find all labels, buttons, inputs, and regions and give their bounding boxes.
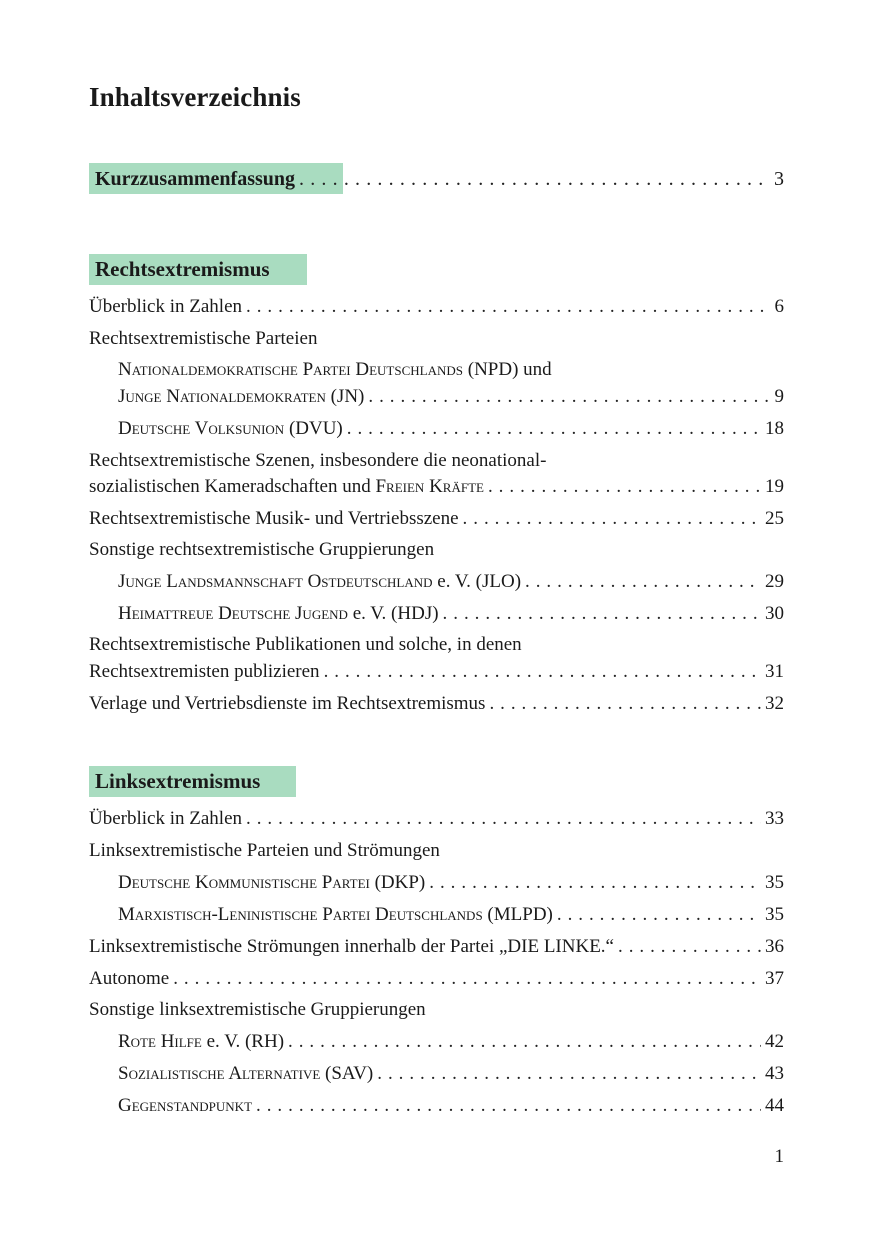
toc-entry-page: 9 (774, 386, 784, 407)
toc-entry[interactable] (118, 357, 784, 383)
toc-entry[interactable] (89, 474, 784, 500)
page-number: 1 (774, 1146, 784, 1167)
dot-leader (173, 966, 761, 992)
org-suffix: (JN) (325, 386, 365, 407)
toc-entry-label: Rechtsextremistische Szenen, insbesondere die neonational- (89, 450, 547, 471)
org-name: Deutsche Volksunion (118, 418, 285, 439)
toc-entry-label (118, 870, 425, 896)
toc-entry[interactable] (118, 1029, 784, 1055)
toc-entry-page: 35 (765, 904, 784, 925)
page-title: Inhaltsverzeichnis (89, 82, 301, 112)
org-name: Junge Nationaldemokraten (118, 386, 326, 407)
toc-entry-group[interactable] (89, 326, 784, 352)
toc-entry-label: Sonstige linksextremistische Gruppierungen (89, 999, 426, 1020)
toc-entry[interactable] (118, 569, 784, 595)
toc-entry-label: Überblick in Zahlen (89, 808, 243, 829)
org-suffix: e. V. (RH) (201, 1031, 285, 1052)
toc-entry-label (118, 1093, 252, 1119)
toc-entry[interactable] (89, 966, 784, 992)
toc-entry-group[interactable] (89, 838, 784, 864)
toc-entry-label (118, 569, 521, 595)
toc-entry-group[interactable] (89, 997, 784, 1023)
dot-leader (618, 934, 761, 960)
toc-entry-label: Kurzzusammenfassung (95, 168, 296, 190)
toc-entry-page: 37 (765, 968, 784, 989)
toc-entry-label: Linksextremistische Strömungen innerhalb der Partei „DIE LINKE.“ (89, 936, 614, 957)
toc-entry-page: 29 (765, 571, 784, 592)
toc-entry-label: Autonome (89, 968, 170, 989)
dot-leader (347, 416, 761, 442)
org-name: Deutsche Kommunistische Partei (118, 872, 370, 893)
toc-entry-label: Linksextremistische Parteien und Strömungen (89, 840, 440, 861)
toc-entry-label: Überblick in Zahlen (89, 296, 243, 317)
toc-entry-label: Rechtsextremistische Parteien (89, 328, 318, 349)
toc-entry[interactable] (89, 806, 784, 832)
dot-leader (443, 601, 761, 627)
toc-entry[interactable] (89, 632, 784, 658)
toc-entry-page: 44 (765, 1095, 784, 1116)
dot-leader (557, 902, 761, 928)
toc-entry-label (118, 1061, 373, 1087)
toc-entry[interactable] (89, 506, 784, 532)
org-name: Marxistisch-Leninistische Partei Deutschlands (118, 904, 483, 925)
org-name: Gegenstandpunkt (118, 1095, 253, 1116)
toc-entry-label: Rechtsextremisten publizieren (89, 661, 320, 682)
org-name: Sozialistische Alternative (118, 1063, 321, 1084)
dot-leader (488, 474, 761, 500)
toc-entry[interactable] (89, 934, 784, 960)
toc-entry-page: 25 (765, 508, 784, 529)
toc-entry-label: Rechtsextremistische Musik- und Vertriebsszene (89, 508, 459, 529)
toc-entry[interactable] (89, 448, 784, 474)
toc-entry-page: 3 (774, 168, 784, 190)
toc-entry-page: 31 (765, 661, 784, 682)
section-heading-linksextremismus[interactable]: Linksextremismus (95, 769, 261, 793)
toc-entry-page: 33 (765, 808, 784, 829)
org-suffix: (DKP) (369, 872, 426, 893)
dot-leader (246, 294, 768, 320)
dot-leader (463, 506, 761, 532)
toc-entry-label (118, 357, 552, 383)
dot-leader (429, 870, 761, 896)
toc-entry-label: Sonstige rechtsextremistische Gruppierungen (89, 539, 435, 560)
dot-leader (256, 1093, 761, 1119)
toc-entry-page: 43 (765, 1063, 784, 1084)
dot-leader (246, 806, 761, 832)
dot-leader (525, 569, 761, 595)
org-name: Junge Landsmannschaft Ostdeutschland (118, 571, 433, 592)
label-text: sozialistischen Kameradschaften und (89, 476, 376, 497)
org-suffix: e. V. (JLO) (432, 571, 522, 592)
toc-entry-page: 19 (765, 476, 784, 497)
toc-entry[interactable] (118, 902, 784, 928)
toc-entry-page: 35 (765, 872, 784, 893)
org-suffix: (MLPD) (482, 904, 553, 925)
org-name: Freien Kräfte (375, 476, 484, 497)
dot-leader (377, 1061, 761, 1087)
toc-entry[interactable] (118, 384, 784, 410)
dot-leader (288, 1029, 761, 1055)
toc-entry[interactable] (118, 1061, 784, 1087)
toc-entry[interactable] (118, 416, 784, 442)
toc-entry[interactable] (118, 601, 784, 627)
dot-leader (324, 659, 761, 685)
toc-entry-label (118, 1029, 284, 1055)
toc-entry-label (118, 902, 553, 928)
toc-entry[interactable] (118, 1093, 784, 1119)
org-name: Nationaldemokratische Partei Deutschlands (118, 359, 463, 380)
toc-entry-label (89, 474, 484, 500)
toc-entry-label (118, 416, 343, 442)
org-name: Heimattreue Deutsche Jugend (118, 603, 348, 624)
org-suffix: e. V. (HDJ) (347, 603, 439, 624)
toc-entry-label: Verlage und Vertriebsdienste im Rechtsextremismus (89, 693, 486, 714)
org-suffix: (DVU) (284, 418, 343, 439)
dot-leader (368, 384, 768, 410)
toc-entry[interactable] (89, 691, 784, 717)
dot-leader (299, 166, 768, 192)
toc-entry-page: 36 (765, 936, 784, 957)
dot-leader (489, 691, 761, 717)
toc-entry-page: 18 (765, 418, 784, 439)
toc-entry-summary[interactable] (89, 166, 784, 192)
org-suffix: (SAV) (320, 1063, 374, 1084)
org-suffix: (NPD) und (463, 359, 552, 380)
toc-entry-page: 42 (765, 1031, 784, 1052)
toc-entry-page: 30 (765, 603, 784, 624)
toc-entry-label: Rechtsextremistische Publikationen und solche, in denen (89, 634, 522, 655)
toc-entry-group[interactable] (89, 537, 784, 563)
toc-entry[interactable] (118, 870, 784, 896)
toc-entry[interactable] (89, 659, 784, 685)
toc-entry-label (118, 601, 439, 627)
toc-entry-page: 32 (765, 693, 784, 714)
toc-entry-label (118, 384, 364, 410)
org-name: Rote Hilfe (118, 1031, 202, 1052)
toc-entry-page: 6 (774, 296, 784, 317)
section-heading-rechtsextremismus[interactable]: Rechtsextremismus (95, 257, 270, 281)
toc-entry[interactable] (89, 294, 784, 320)
